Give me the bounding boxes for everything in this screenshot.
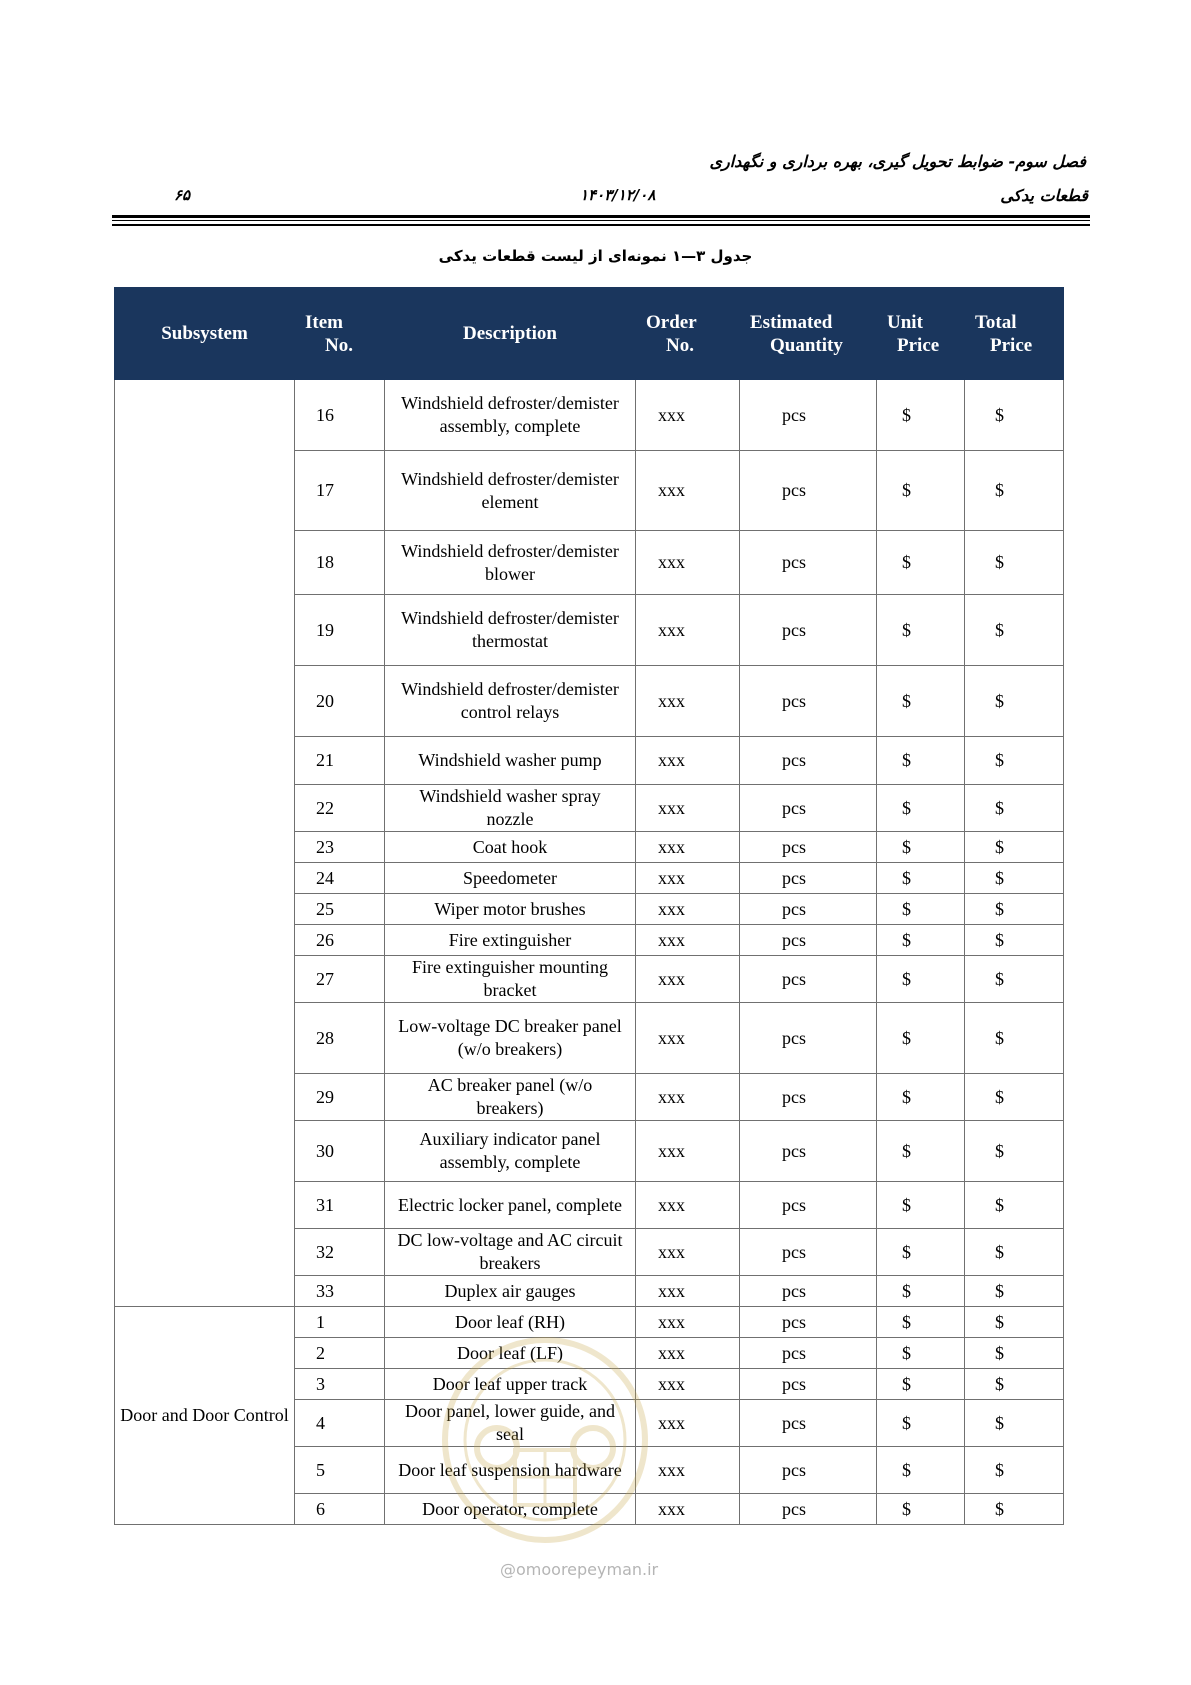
order-no-cell: xxx <box>636 1182 740 1229</box>
item-no-cell: 32 <box>295 1229 385 1276</box>
description-cell: Windshield washer pump <box>385 737 636 785</box>
subsystem-cell <box>115 380 295 1307</box>
quantity-cell: pcs <box>740 1400 877 1447</box>
unit-price-cell: $ <box>877 894 965 925</box>
header-unit-label: Unit <box>887 311 923 333</box>
header-total-label: Total <box>975 311 1017 333</box>
quantity-cell: pcs <box>740 832 877 863</box>
quantity-cell: pcs <box>740 1447 877 1494</box>
order-no-cell: xxx <box>636 451 740 531</box>
item-no-cell: 21 <box>295 737 385 785</box>
order-no-cell: xxx <box>636 785 740 832</box>
header-estimated-quantity <box>740 288 877 380</box>
unit-price-cell: $ <box>877 1400 965 1447</box>
total-price-cell: $ <box>965 451 1064 531</box>
unit-price-cell: $ <box>877 925 965 956</box>
chapter-title: فصل سوم- ضوابط تحویل گیری، بهره برداری و نگهداری <box>709 152 1086 171</box>
description-cell: Windshield defroster/demister thermostat <box>385 595 636 666</box>
description-cell: Door leaf (LF) <box>385 1338 636 1369</box>
header-qty-label: Estimated <box>750 311 833 333</box>
item-no-cell: 19 <box>295 595 385 666</box>
total-price-cell: $ <box>965 1074 1064 1121</box>
description-cell: Windshield washer spray nozzle <box>385 785 636 832</box>
quantity-cell: pcs <box>740 1338 877 1369</box>
order-no-cell: xxx <box>636 1003 740 1074</box>
total-price-cell: $ <box>965 737 1064 785</box>
item-no-cell: 4 <box>295 1400 385 1447</box>
description-cell: Wiper motor brushes <box>385 894 636 925</box>
section-title: قطعات یدکی <box>1000 186 1088 205</box>
unit-price-cell: $ <box>877 1276 965 1307</box>
total-price-cell: $ <box>965 1276 1064 1307</box>
order-no-cell: xxx <box>636 894 740 925</box>
description-cell: Door operator, complete <box>385 1494 636 1525</box>
total-price-cell: $ <box>965 595 1064 666</box>
order-no-cell: xxx <box>636 1400 740 1447</box>
description-cell: Door leaf suspension hardware <box>385 1447 636 1494</box>
order-no-cell: xxx <box>636 1307 740 1338</box>
quantity-cell: pcs <box>740 1276 877 1307</box>
document-date: ۱۴۰۳/۱۲/۰۸ <box>580 186 656 204</box>
order-no-cell: xxx <box>636 832 740 863</box>
quantity-cell: pcs <box>740 737 877 785</box>
order-no-cell: xxx <box>636 863 740 894</box>
unit-price-cell: $ <box>877 785 965 832</box>
header-rule <box>112 215 1090 218</box>
quantity-cell: pcs <box>740 666 877 737</box>
description-cell: Door leaf (RH) <box>385 1307 636 1338</box>
order-no-cell: xxx <box>636 531 740 595</box>
description-cell: DC low-voltage and AC circuit breakers <box>385 1229 636 1276</box>
order-no-cell: xxx <box>636 925 740 956</box>
item-no-cell: 18 <box>295 531 385 595</box>
seal-watermark <box>435 1330 655 1550</box>
item-no-cell: 3 <box>295 1369 385 1400</box>
description-cell: Windshield defroster/demister blower <box>385 531 636 595</box>
order-no-cell: xxx <box>636 1494 740 1525</box>
total-price-cell: $ <box>965 1003 1064 1074</box>
header-item-sub: No. <box>325 334 353 356</box>
total-price-cell: $ <box>965 1447 1064 1494</box>
total-price-cell: $ <box>965 1400 1064 1447</box>
unit-price-cell: $ <box>877 1182 965 1229</box>
order-no-cell: xxx <box>636 666 740 737</box>
order-no-cell: xxx <box>636 1074 740 1121</box>
order-no-cell: xxx <box>636 1338 740 1369</box>
total-price-cell: $ <box>965 785 1064 832</box>
watermark-text: @omoorepeyman.ir <box>500 1560 659 1579</box>
quantity-cell: pcs <box>740 531 877 595</box>
unit-price-cell: $ <box>877 1338 965 1369</box>
unit-price-cell: $ <box>877 1003 965 1074</box>
total-price-cell: $ <box>965 863 1064 894</box>
quantity-cell: pcs <box>740 1494 877 1525</box>
order-no-cell: xxx <box>636 1229 740 1276</box>
unit-price-cell: $ <box>877 451 965 531</box>
header-rule <box>112 220 1090 221</box>
quantity-cell: pcs <box>740 1003 877 1074</box>
order-no-cell: xxx <box>636 1276 740 1307</box>
header-qty-sub: Quantity <box>770 334 843 356</box>
unit-price-cell: $ <box>877 1229 965 1276</box>
order-no-cell: xxx <box>636 956 740 1003</box>
description-cell: Door leaf upper track <box>385 1369 636 1400</box>
header-unit-price <box>877 288 965 380</box>
quantity-cell: pcs <box>740 1074 877 1121</box>
description-cell: Auxiliary indicator panel assembly, complete <box>385 1121 636 1182</box>
quantity-cell: pcs <box>740 785 877 832</box>
quantity-cell: pcs <box>740 595 877 666</box>
item-no-cell: 31 <box>295 1182 385 1229</box>
item-no-cell: 24 <box>295 863 385 894</box>
unit-price-cell: $ <box>877 380 965 451</box>
quantity-cell: pcs <box>740 863 877 894</box>
header-unit-sub: Price <box>897 334 940 356</box>
quantity-cell: pcs <box>740 451 877 531</box>
total-price-cell: $ <box>965 1229 1064 1276</box>
order-no-cell: xxx <box>636 1121 740 1182</box>
total-price-cell: $ <box>965 1182 1064 1229</box>
total-price-cell: $ <box>965 894 1064 925</box>
total-price-cell: $ <box>965 1338 1064 1369</box>
item-no-cell: 22 <box>295 785 385 832</box>
unit-price-cell: $ <box>877 956 965 1003</box>
total-price-cell: $ <box>965 1369 1064 1400</box>
quantity-cell: pcs <box>740 894 877 925</box>
description-cell: AC breaker panel (w/o breakers) <box>385 1074 636 1121</box>
subsystem-cell: Door and Door Control <box>115 1307 295 1525</box>
header-rule <box>112 224 1090 226</box>
total-price-cell: $ <box>965 1121 1064 1182</box>
item-no-cell: 26 <box>295 925 385 956</box>
order-no-cell: xxx <box>636 1447 740 1494</box>
item-no-cell: 6 <box>295 1494 385 1525</box>
description-cell: Windshield defroster/demister assembly, complete <box>385 380 636 451</box>
item-no-cell: 30 <box>295 1121 385 1182</box>
table-header-row <box>115 288 1064 380</box>
total-price-cell: $ <box>965 1307 1064 1338</box>
quantity-cell: pcs <box>740 1369 877 1400</box>
header-description: Description <box>385 288 636 380</box>
header-order-sub: No. <box>666 334 694 356</box>
quantity-cell: pcs <box>740 380 877 451</box>
total-price-cell: $ <box>965 666 1064 737</box>
total-price-cell: $ <box>965 1494 1064 1525</box>
unit-price-cell: $ <box>877 737 965 785</box>
description-cell: Low-voltage DC breaker panel (w/o breakers) <box>385 1003 636 1074</box>
total-price-cell: $ <box>965 832 1064 863</box>
quantity-cell: pcs <box>740 1307 877 1338</box>
description-cell: Windshield defroster/demister control relays <box>385 666 636 737</box>
item-no-cell: 17 <box>295 451 385 531</box>
unit-price-cell: $ <box>877 1369 965 1400</box>
header-item-label: Item <box>305 311 343 333</box>
order-no-cell: xxx <box>636 595 740 666</box>
header-total-sub: Price <box>990 334 1033 356</box>
unit-price-cell: $ <box>877 863 965 894</box>
description-cell: Electric locker panel, complete <box>385 1182 636 1229</box>
header-item-no <box>295 288 385 380</box>
item-no-cell: 1 <box>295 1307 385 1338</box>
description-cell: Door panel, lower guide, and seal <box>385 1400 636 1447</box>
order-no-cell: xxx <box>636 380 740 451</box>
header-total-price <box>965 288 1064 380</box>
unit-price-cell: $ <box>877 832 965 863</box>
total-price-cell: $ <box>965 956 1064 1003</box>
table-row <box>115 380 1064 451</box>
item-no-cell: 23 <box>295 832 385 863</box>
description-cell: Coat hook <box>385 832 636 863</box>
unit-price-cell: $ <box>877 595 965 666</box>
item-no-cell: 25 <box>295 894 385 925</box>
unit-price-cell: $ <box>877 1307 965 1338</box>
quantity-cell: pcs <box>740 1121 877 1182</box>
quantity-cell: pcs <box>740 956 877 1003</box>
item-no-cell: 27 <box>295 956 385 1003</box>
item-no-cell: 33 <box>295 1276 385 1307</box>
description-cell: Windshield defroster/demister element <box>385 451 636 531</box>
item-no-cell: 28 <box>295 1003 385 1074</box>
total-price-cell: $ <box>965 380 1064 451</box>
total-price-cell: $ <box>965 925 1064 956</box>
unit-price-cell: $ <box>877 1494 965 1525</box>
item-no-cell: 2 <box>295 1338 385 1369</box>
item-no-cell: 29 <box>295 1074 385 1121</box>
description-cell: Duplex air gauges <box>385 1276 636 1307</box>
quantity-cell: pcs <box>740 1229 877 1276</box>
total-price-cell: $ <box>965 531 1064 595</box>
quantity-cell: pcs <box>740 925 877 956</box>
unit-price-cell: $ <box>877 531 965 595</box>
page-number: ۶۵ <box>174 186 191 204</box>
order-no-cell: xxx <box>636 737 740 785</box>
unit-price-cell: $ <box>877 666 965 737</box>
item-no-cell: 20 <box>295 666 385 737</box>
unit-price-cell: $ <box>877 1121 965 1182</box>
item-no-cell: 16 <box>295 380 385 451</box>
table-caption: جدول ۳—۱ نمونه‌ای از لیست قطعات یدکی <box>438 247 753 265</box>
header-subsystem: Subsystem <box>115 288 295 380</box>
item-no-cell: 5 <box>295 1447 385 1494</box>
description-cell: Fire extinguisher mounting bracket <box>385 956 636 1003</box>
description-cell: Fire extinguisher <box>385 925 636 956</box>
unit-price-cell: $ <box>877 1074 965 1121</box>
header-order-label: Order <box>646 311 697 333</box>
order-no-cell: xxx <box>636 1369 740 1400</box>
unit-price-cell: $ <box>877 1447 965 1494</box>
quantity-cell: pcs <box>740 1182 877 1229</box>
header-order-no <box>636 288 740 380</box>
description-cell: Speedometer <box>385 863 636 894</box>
